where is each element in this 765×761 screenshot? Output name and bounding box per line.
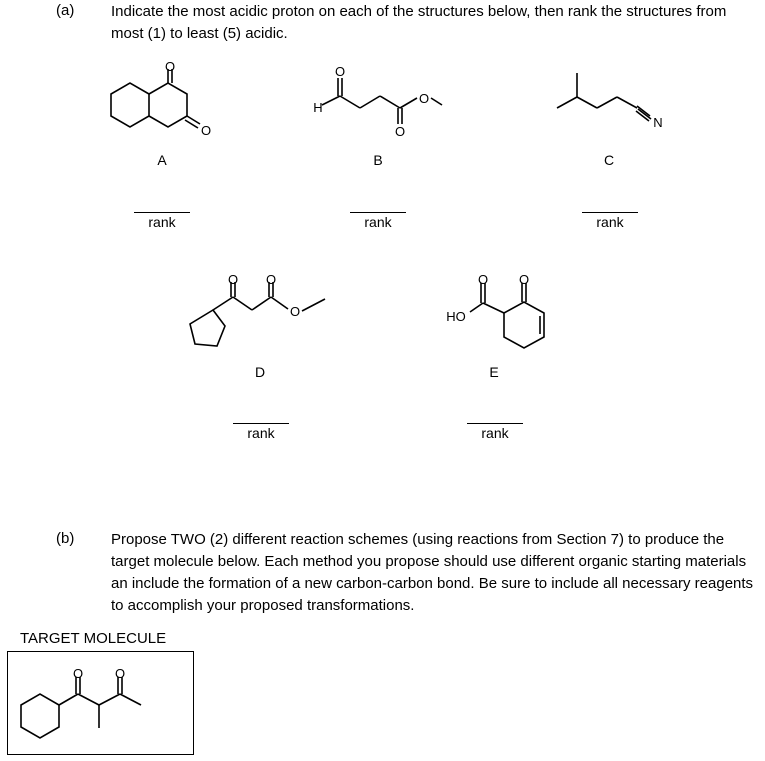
structure-e-rank[interactable] — [467, 423, 523, 441]
structure-d-rank-blank[interactable] — [233, 423, 289, 424]
structure-c — [545, 65, 675, 140]
structure-e — [440, 265, 570, 360]
structure-d-atom-o1: O — [227, 272, 239, 287]
target-molecule-drawing — [8, 652, 195, 756]
structure-d-rank-label: rank — [247, 425, 275, 441]
structure-d-rank[interactable] — [233, 423, 289, 441]
structure-d-atom-o2: O — [265, 272, 277, 287]
part-a-instruction-line-2: most (1) to least (5) acidic. — [111, 25, 288, 42]
structure-d-atom-o3: O — [289, 304, 301, 319]
structure-e-letter: E — [489, 364, 499, 380]
structure-b-atom-o1: O — [334, 64, 346, 79]
structure-b-atom-o2: O — [394, 124, 406, 139]
structure-b — [300, 58, 450, 143]
structure-c-letter: C — [603, 152, 615, 168]
target-atom-o2: O — [114, 666, 126, 681]
structure-b-rank[interactable] — [350, 212, 406, 230]
structure-e-rank-label: rank — [481, 425, 509, 441]
structure-e-atom-o1: O — [477, 272, 489, 287]
target-molecule-title: TARGET MOLECULE — [20, 630, 167, 647]
structure-e-atom-ho: HO — [446, 309, 466, 324]
structure-c-rank-label: rank — [596, 214, 624, 230]
part-a-instruction — [111, 1, 763, 45]
structure-c-atom-n: N — [653, 115, 663, 130]
part-a-instruction-line-1: Indicate the most acidic proton on each of the structures below, then rank the structures from — [111, 3, 727, 20]
structure-a — [100, 55, 230, 150]
part-b-line-3: an include the formation of a new carbon-carbon bond. Be sure to include all necessary reagents — [111, 575, 754, 592]
structure-c-rank[interactable] — [582, 212, 638, 230]
part-b-instruction — [111, 529, 763, 617]
structure-e-atom-o2: O — [518, 272, 530, 287]
target-molecule-box — [7, 651, 194, 755]
structure-a-rank[interactable] — [134, 212, 190, 230]
structure-e-rank-blank[interactable] — [467, 423, 523, 424]
structure-a-rank-label: rank — [148, 214, 176, 230]
part-b-label: (b) — [56, 530, 75, 547]
structure-e-drawing — [440, 265, 570, 360]
structure-a-rank-blank[interactable] — [134, 212, 190, 213]
part-b-line-2: target molecule below. Each method you propose should use different organic starting materials — [111, 553, 747, 570]
part-b-line-4: to accomplish your proposed transformations. — [111, 597, 415, 614]
part-a-label: (a) — [56, 2, 75, 19]
structure-b-drawing — [300, 58, 450, 143]
structure-b-atom-h: H — [313, 100, 323, 115]
structure-b-atom-o3: O — [418, 91, 430, 106]
structure-c-rank-blank[interactable] — [582, 212, 638, 213]
part-b-line-1: Propose TWO (2) different reaction schemes (using reactions from Section 7) to produce the — [111, 531, 725, 548]
structure-d-drawing — [185, 270, 345, 355]
structure-d — [185, 270, 345, 355]
structure-a-atom-o1: O — [164, 59, 176, 74]
structure-a-atom-o2: O — [200, 123, 212, 138]
structure-b-letter: B — [373, 152, 383, 168]
target-atom-o1: O — [72, 666, 84, 681]
structure-d-letter: D — [254, 364, 266, 380]
structure-b-rank-label: rank — [364, 214, 392, 230]
structure-a-letter: A — [157, 152, 167, 168]
structure-c-drawing — [545, 65, 675, 140]
structure-b-rank-blank[interactable] — [350, 212, 406, 213]
structure-a-drawing — [100, 55, 230, 150]
